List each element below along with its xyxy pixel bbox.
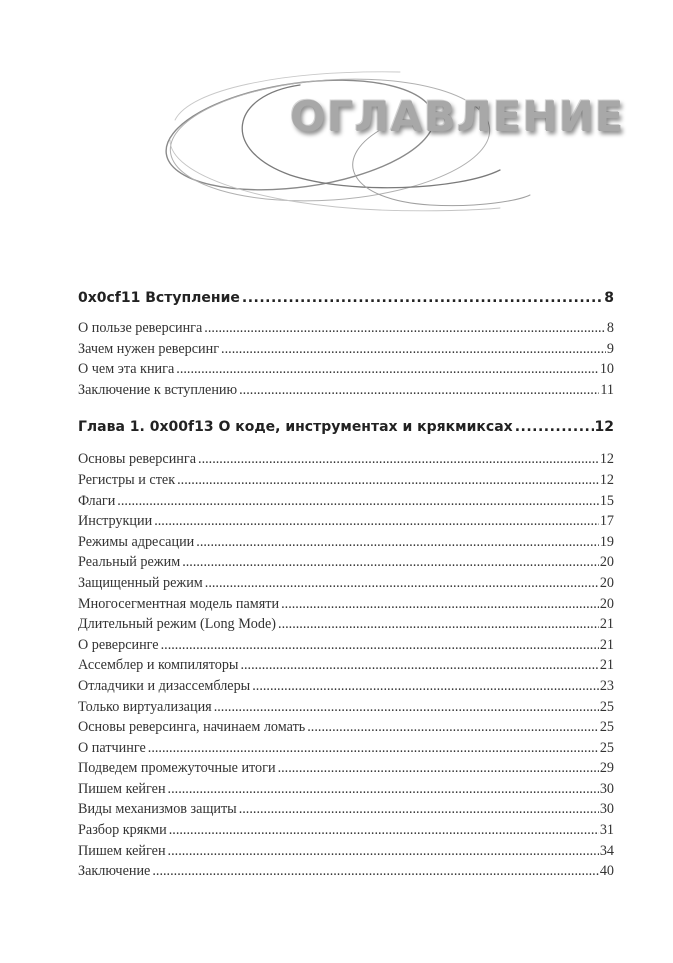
chapter-page-number: 8 bbox=[604, 290, 614, 306]
toc-item[interactable] bbox=[78, 655, 614, 676]
item-title: Зачем нужен реверсинг bbox=[78, 340, 220, 357]
item-page-number: 29 bbox=[599, 760, 614, 777]
item-title: О патчинге bbox=[78, 739, 146, 756]
dot-leader bbox=[168, 779, 599, 800]
dot-leader bbox=[221, 339, 606, 360]
item-title: Многосегментная модель памяти bbox=[78, 595, 280, 612]
toc-item[interactable] bbox=[78, 511, 614, 532]
item-title: Режимы адресации bbox=[78, 533, 195, 550]
toc-item[interactable] bbox=[78, 532, 614, 553]
table-of-contents bbox=[78, 287, 614, 882]
item-page-number: 20 bbox=[599, 595, 614, 612]
item-title: Подведем промежуточные итоги bbox=[78, 760, 276, 777]
toc-item[interactable] bbox=[78, 697, 614, 718]
item-title: Заключение к вступлению bbox=[78, 381, 238, 398]
toc-item[interactable] bbox=[78, 359, 614, 380]
toc-item[interactable] bbox=[78, 470, 614, 491]
item-page-number: 10 bbox=[599, 361, 614, 378]
toc-item[interactable] bbox=[78, 594, 614, 615]
item-title: Виды механизмов защиты bbox=[78, 801, 237, 818]
item-title: Отладчики и дизассемблеры bbox=[78, 677, 251, 694]
dot-leader bbox=[117, 491, 599, 512]
item-title: Флаги bbox=[78, 492, 116, 509]
item-title: Пишем кейген bbox=[78, 842, 166, 859]
toc-item[interactable] bbox=[78, 614, 614, 635]
toc-chapter[interactable] bbox=[78, 287, 614, 309]
dot-leader bbox=[168, 841, 599, 862]
item-title: Заключение bbox=[78, 863, 151, 880]
header-decoration bbox=[0, 0, 673, 240]
item-title: Реальный режим bbox=[78, 554, 181, 571]
dot-leader bbox=[169, 820, 599, 841]
item-page-number: 21 bbox=[599, 636, 614, 653]
item-page-number: 12 bbox=[599, 451, 614, 468]
dot-leader bbox=[242, 287, 603, 309]
item-page-number: 20 bbox=[599, 574, 614, 591]
toc-item[interactable] bbox=[78, 717, 614, 738]
dot-leader bbox=[239, 380, 599, 401]
dot-leader bbox=[148, 738, 599, 759]
dot-leader bbox=[196, 532, 599, 553]
toc-item[interactable] bbox=[78, 380, 614, 401]
item-title: Регистры и стек bbox=[78, 471, 176, 488]
toc-item[interactable] bbox=[78, 799, 614, 820]
item-title: Основы реверсинга bbox=[78, 451, 197, 468]
page-title: ОГЛАВЛЕНИЕ bbox=[290, 92, 625, 141]
item-title: Ассемблер и компиляторы bbox=[78, 657, 239, 674]
dot-leader bbox=[204, 318, 606, 339]
item-page-number: 8 bbox=[606, 320, 614, 336]
item-page-number: 40 bbox=[599, 863, 614, 880]
item-page-number: 11 bbox=[600, 381, 614, 398]
item-page-number: 25 bbox=[599, 719, 614, 736]
item-title: О чем эта книга bbox=[78, 361, 175, 378]
toc-item[interactable] bbox=[78, 841, 614, 862]
item-page-number: 25 bbox=[599, 739, 614, 756]
toc-item[interactable] bbox=[78, 573, 614, 594]
toc-item[interactable] bbox=[78, 758, 614, 779]
spacer bbox=[78, 438, 614, 449]
dot-leader bbox=[278, 614, 599, 635]
toc-chapter[interactable] bbox=[78, 416, 614, 438]
item-title: Пишем кейген bbox=[78, 780, 166, 797]
toc-item[interactable] bbox=[78, 318, 614, 339]
item-page-number: 23 bbox=[599, 677, 614, 694]
item-title: Основы реверсинга, начинаем ломать bbox=[78, 719, 306, 736]
dot-leader bbox=[281, 594, 599, 615]
dot-leader bbox=[252, 676, 599, 697]
toc-item[interactable] bbox=[78, 449, 614, 470]
dot-leader bbox=[177, 470, 599, 491]
item-title: Только виртуализация bbox=[78, 698, 212, 715]
dot-leader bbox=[154, 511, 599, 532]
toc-item[interactable] bbox=[78, 779, 614, 800]
item-page-number: 30 bbox=[599, 801, 614, 818]
chapter-title: 0x0cf11 Вступление bbox=[78, 290, 240, 306]
item-page-number: 21 bbox=[599, 616, 614, 633]
spacer bbox=[78, 309, 614, 318]
dot-leader bbox=[152, 861, 598, 882]
spacer bbox=[78, 400, 614, 416]
item-page-number: 17 bbox=[599, 513, 614, 530]
chapter-title: Глава 1. 0x00f13 О коде, инструментах и крякмиксах bbox=[78, 419, 513, 436]
toc-item[interactable] bbox=[78, 738, 614, 759]
item-page-number: 30 bbox=[599, 780, 614, 797]
dot-leader bbox=[240, 655, 598, 676]
item-title: Разбор крякми bbox=[78, 822, 167, 839]
item-page-number: 34 bbox=[599, 842, 614, 859]
item-page-number: 21 bbox=[599, 657, 614, 674]
item-page-number: 15 bbox=[599, 492, 614, 509]
item-page-number: 12 bbox=[599, 471, 614, 488]
item-title: Защищенный режим bbox=[78, 574, 203, 591]
dot-leader bbox=[198, 449, 599, 470]
item-title: О пользе реверсинга bbox=[78, 320, 203, 336]
toc-item[interactable] bbox=[78, 820, 614, 841]
toc-item[interactable] bbox=[78, 552, 614, 573]
toc-item[interactable] bbox=[78, 635, 614, 656]
item-page-number: 9 bbox=[606, 340, 614, 357]
item-title: О реверсинге bbox=[78, 636, 159, 653]
toc-item[interactable] bbox=[78, 676, 614, 697]
item-page-number: 31 bbox=[599, 822, 614, 839]
dot-leader bbox=[214, 697, 599, 718]
item-page-number: 25 bbox=[599, 698, 614, 715]
item-title: Длительный режим (Long Mode) bbox=[78, 616, 277, 633]
dot-leader bbox=[205, 573, 599, 594]
dot-leader bbox=[278, 758, 599, 779]
toc-item[interactable] bbox=[78, 491, 614, 512]
item-page-number: 19 bbox=[599, 533, 614, 550]
dot-leader bbox=[307, 717, 599, 738]
dot-leader bbox=[161, 635, 599, 656]
dot-leader bbox=[182, 552, 599, 573]
toc-item[interactable] bbox=[78, 861, 614, 882]
item-page-number: 20 bbox=[599, 554, 614, 571]
toc-item[interactable] bbox=[78, 339, 614, 360]
dot-leader bbox=[239, 799, 599, 820]
item-title: Инструкции bbox=[78, 513, 153, 530]
dot-leader bbox=[515, 416, 594, 438]
chapter-page-number: 12 bbox=[594, 419, 614, 436]
dot-leader bbox=[176, 359, 599, 380]
